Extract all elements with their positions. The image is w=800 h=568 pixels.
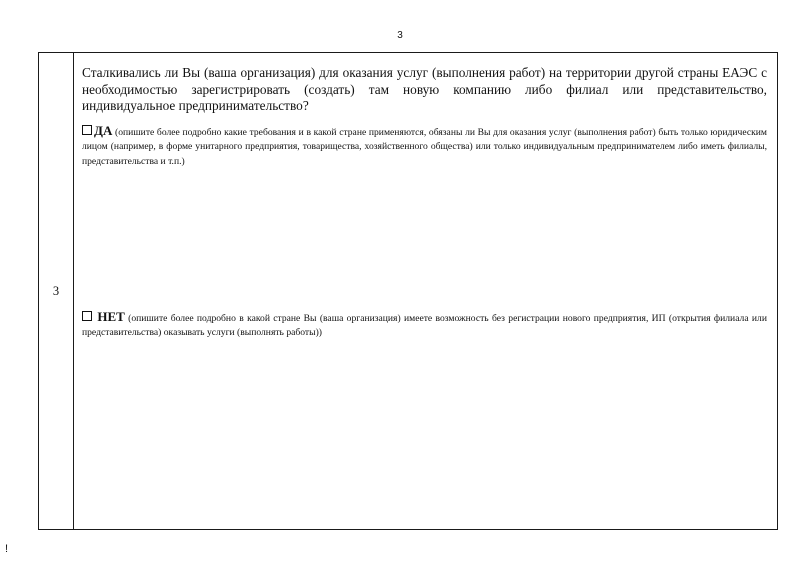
row-number: 3 — [39, 53, 74, 530]
questionnaire-table — [38, 52, 778, 530]
yes-label: ДА — [94, 122, 113, 138]
margin-mark: ! — [5, 543, 9, 555]
table-row — [39, 53, 778, 530]
option-no — [82, 310, 767, 341]
no-checkbox[interactable] — [82, 311, 92, 321]
option-yes — [82, 124, 767, 310]
page-number: 3 — [397, 30, 403, 41]
no-label: НЕТ — [97, 308, 125, 324]
question-text: Сталкивались ли Вы (ваша организация) для оказания услуг (выполнения работ) на территории другой страны ЕАЭС с необходимостью зарегистрировать (создать) там новую компанию либо филиал или представительство, индивидуальное предпринимательство? — [82, 65, 767, 113]
yes-description: (опишите более подробно какие требования и в какой стране применяются, обязаны ли Вы для оказания услуг (выполнения работ) быть только юридическим лицом (например, в форме унитарного предприятия, товарищества, хозяйственного общества) или только индивидуальным предпринимателем либо иметь филиалы, представительства и т.п.) — [82, 126, 767, 167]
no-description: (опишите более подробно в какой стране Вы (ваша организация) имеете возможность без регистрации нового предприятия, ИП (открытия филиала или представительства) оказывать услуги (выполнять работы)) — [82, 312, 767, 338]
question-cell — [74, 53, 778, 530]
yes-checkbox[interactable] — [82, 125, 92, 135]
